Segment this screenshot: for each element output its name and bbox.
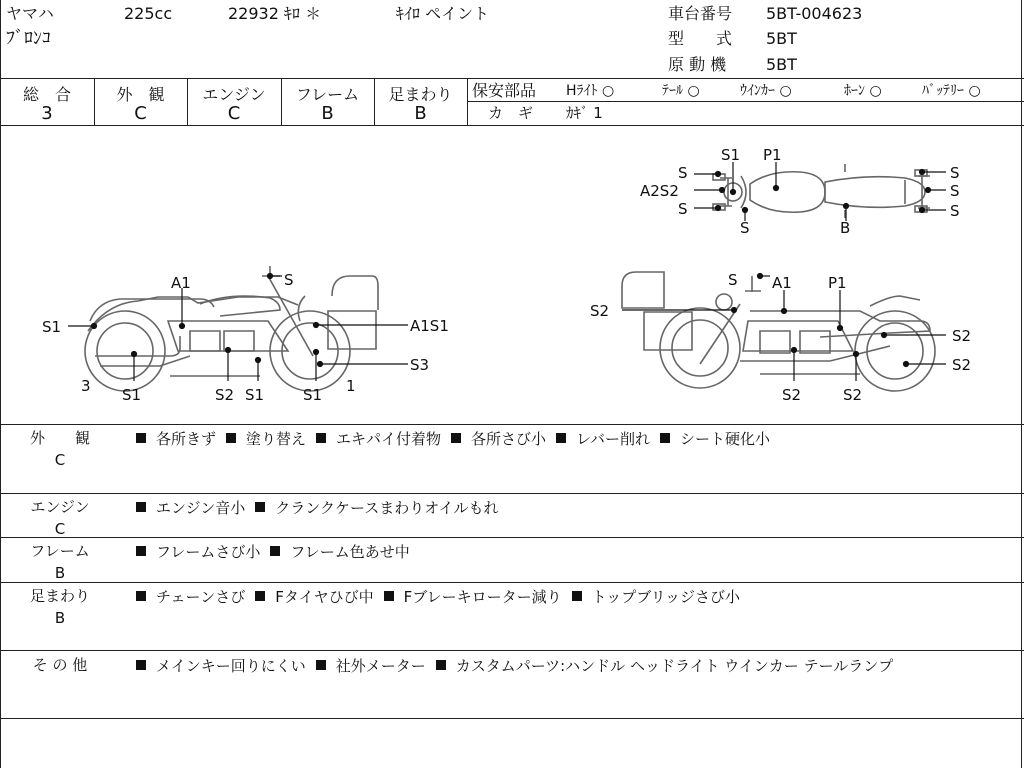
diagram-label: S [950,202,960,220]
remark-other-items: メインキー回りにくい 社外メーター カスタムパーツ:ハンドル ヘッドライト ウインカー テールランプ [136,655,903,676]
diagram-label: S3 [410,356,430,374]
safety-item-tail: ﾃｰﾙ ○ [662,83,700,99]
bullet-icon [451,433,461,443]
mileage: 22932 ｷﾛ ＊ [228,4,322,23]
divider [0,78,1024,79]
grade-frame-value: B [321,103,334,124]
displacement: 225cc [124,4,173,23]
damage-diagram [0,126,1024,424]
safety-item-horn: ﾎｰﾝ ○ [844,83,882,99]
bullet-icon [136,660,146,670]
diagram-label: S1 [721,146,741,164]
grade-overall-value: 3 [41,103,53,124]
grade-overall-label: 総 合 [22,85,71,104]
grade-suspension-label: 足まわり [388,85,453,104]
diagram-label: S [678,164,688,182]
diagram-label: S1 [245,386,265,404]
diagram-label: S [950,164,960,182]
diagram-label: S2 [215,386,235,404]
grade-engine-label: エンジン [202,85,266,104]
bullet-icon [572,591,582,601]
diagram-label: 1 [346,377,356,395]
bullet-icon [136,546,146,556]
diagram-label: A2S2 [640,182,679,200]
chassis-label: 車台番号 [668,4,733,23]
bike-left-view [85,266,378,391]
bullet-icon [316,660,326,670]
diagram-label: S2 [590,302,610,320]
divider [467,78,468,125]
divider [0,718,1024,719]
diagram-label: S2 [843,386,863,404]
remark-exterior-items: 各所きず 塗り替え エキパイ付着物 各所さび小 レバー削れ シート硬化小 [136,428,780,449]
bullet-icon [316,433,326,443]
safety-label: 保安部品 [472,81,537,100]
remark-frame-items: フレームさび小 フレーム色あせ中 [136,541,420,562]
grade-suspension-value: B [414,103,427,124]
bullet-icon [660,433,670,443]
diagram-label: P1 [763,146,782,164]
diagram-label: A1S1 [410,317,449,335]
diagram-label: S1 [122,386,142,404]
divider [0,537,1024,538]
grade-exterior-value: C [134,103,147,124]
diagram-label: S [950,182,960,200]
remark-suspension-items: チェーンさび Fタイヤひび中 Fブレーキローター減り トップブリッジさび小 [136,586,750,607]
diagram-label: B [840,219,851,237]
chassis-value: 5BT-004623 [766,4,863,23]
bullet-icon [270,546,280,556]
remark-other-title: そ の 他 [32,656,88,674]
diagram-label: 3 [81,377,91,395]
diagram-label: S [728,271,738,289]
bullet-icon [136,433,146,443]
grade-frame-label: フレーム [295,85,360,104]
key-label: カ ギ [488,104,534,122]
divider [0,650,1024,651]
diagram-label: S2 [952,327,972,345]
remark-engine-title: エンジン C [30,498,90,538]
grade-exterior-label: 外 観 [116,85,165,104]
bullet-icon [255,502,265,512]
diagram-label: A1 [772,274,792,292]
key-value: ｶｷﾞ 1 [566,104,603,122]
safety-item-headlight: Hﾗｲﾄ ○ [566,83,615,99]
diagram-label: S2 [782,386,802,404]
color: ｷｲﾛ ペイント [396,4,490,23]
bullet-icon [136,591,146,601]
divider [468,101,1024,102]
model-name: ﾌﾞﾛﾝｺ [6,28,51,49]
bullet-icon [556,433,566,443]
diagram-label: A1 [171,274,191,292]
diagram-label: S [740,219,750,237]
bullet-icon [436,660,446,670]
safety-item-winker: ｳｲﾝｶｰ ○ [740,83,792,99]
diagram-label: S [678,200,688,218]
divider [0,493,1024,494]
diagram-label: P1 [828,274,847,292]
bullet-icon [384,591,394,601]
grade-engine-value: C [227,103,241,124]
diagram-label: S1 [303,386,323,404]
remark-engine-items: エンジン音小 クランクケースまわりオイルもれ [136,497,508,518]
type-label: 型 式 [668,29,733,48]
maker-name: ヤマハ [6,4,54,23]
bullet-icon [226,433,236,443]
diagram-label: S2 [952,356,972,374]
divider [0,424,1024,425]
bullet-icon [255,591,265,601]
type-value: 5BT [766,29,797,48]
diagram-label: S [284,271,294,289]
bullet-icon [136,502,146,512]
remark-exterior-title: 外 観 C [29,429,90,469]
engine-label: 原 動 機 [668,55,727,74]
diagram-label: S1 [42,318,62,336]
remark-suspension-title: 足まわり B [29,587,90,627]
safety-item-battery: ﾊﾞｯﾃﾘｰ ○ [922,83,981,99]
divider [0,582,1024,583]
engine-value: 5BT [766,55,797,74]
remark-frame-title: フレーム B [30,542,90,582]
